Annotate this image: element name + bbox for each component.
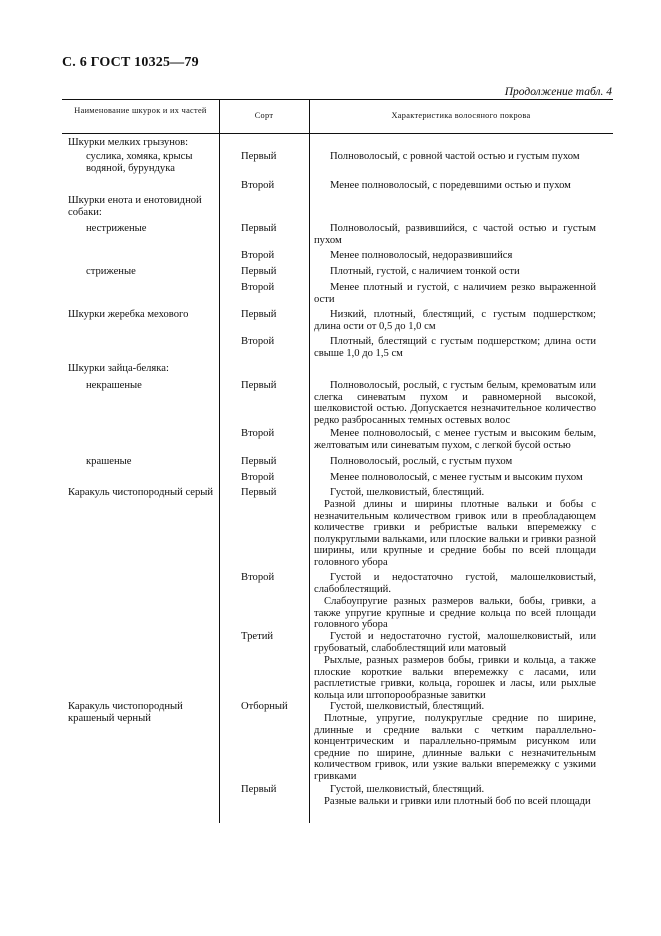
grade-cell: Второй (241, 428, 275, 439)
grade-cell: Второй (241, 336, 275, 347)
grade-cell: Второй (241, 282, 275, 293)
grade-cell: Первый (241, 380, 277, 391)
characteristic-cell: Менее полноволосый, недоразвившийся (330, 250, 513, 261)
grade-cell: Первый (241, 456, 277, 467)
grade-cell: Первый (241, 266, 277, 277)
pelt-name: суслика, хомяка, крысы водяной, бурундука (86, 151, 193, 174)
grade-cell: Первый (241, 487, 277, 498)
grade-cell: Первый (241, 309, 277, 320)
characteristic-cell: Менее полноволосый, с поредевшими остью и пухом (330, 180, 571, 191)
pelt-name: Шкурки мелких грызунов: (68, 137, 189, 148)
characteristic-cell: Слабоупругие разных размеров вальки, бобы, гривки, а также упругие крупные и средние кольца по всей площади головного убора (314, 596, 596, 631)
grade-cell: Второй (241, 250, 275, 261)
grade-cell: Первый (241, 151, 277, 162)
characteristic-cell: Полноволосый, рослый, с густым пухом (330, 456, 513, 467)
characteristic-cell: Густой, шелковистый, блестящий. (330, 487, 485, 498)
characteristic-cell: Полноволосый, развившийся, с частой остью и густым пухом (314, 223, 596, 246)
grade-cell: Первый (241, 223, 277, 234)
table-header-rule (62, 133, 613, 134)
characteristic-cell: Рыхлые, разных размеров бобы, гривки и кольца, а также плоские короткие вальки вперемежку с ласами, или расплетистые гривки, кольца, горошек и ласы, или рыхлые кольца или штопорообразные завитки (314, 655, 596, 701)
grade-cell: Первый (241, 784, 277, 795)
characteristic-cell: Густой и недостаточно густой, малошелковистый, слабоблестящий. (314, 572, 596, 595)
table-top-rule (62, 99, 613, 100)
pelt-name: нестриженые (86, 223, 147, 234)
pelt-name: Каракуль чистопородный серый (68, 487, 214, 498)
grade-cell: Второй (241, 572, 275, 583)
pelt-name: Каракуль чистопородный крашеный черный (68, 701, 183, 724)
grade-cell: Второй (241, 472, 275, 483)
characteristic-cell: Полноволосый, рослый, с густым белым, кремоватым или слегка синеватым пухом и равномерной высокой, шелковистой остью. Допускается незначительное количество редко разбросанных темных остевых волос (314, 380, 596, 426)
header-characteristic: Характеристика волосяного покрова (391, 111, 531, 120)
pelt-name: крашеные (86, 456, 132, 467)
characteristic-cell: Плотные, упругие, полукруглые средние по ширине, длинные и средние вальки с четким параллельно-концентрическим и параллельно-прямым рисунком или средние по ширине, длинные вальки с незначительным количеством гривок, или узкие вальки вперемежку с узкими гривками (314, 713, 596, 782)
pelt-name: Шкурки енота и енотовидной собаки: (68, 195, 202, 218)
pelt-name: некрашеные (86, 380, 142, 391)
characteristic-cell: Разной длины и ширины плотные вальки и бобы с незначительным количеством гривок или в преобладающем количестве гривки и ребристые вальки вперемежку с полукруглыми вальками, или плоские вальки и гривки разной ширины, или крупные и средние бобы по всей площади головного убора (314, 499, 596, 568)
header-name: Наименование шкурок и их частей (74, 106, 207, 115)
characteristic-cell: Плотный, блестящий с густым подшерстком; длина ости свыше 1,0 до 1,5 см (314, 336, 596, 359)
characteristic-cell: Низкий, плотный, блестящий, с густым подшерстком; длина ости от 0,5 до 1,0 см (314, 309, 596, 332)
grade-cell: Второй (241, 180, 275, 191)
characteristic-cell: Густой, шелковистый, блестящий. (330, 701, 485, 712)
grade-cell: Отборный (241, 701, 288, 712)
characteristic-cell: Полноволосый, с ровной частой остью и густым пухом (330, 151, 580, 162)
characteristic-cell: Менее полноволосый, с менее густым и высоким белым, желтоватым или синеватым пухом, с легкой бусой остью (314, 428, 596, 451)
column-divider-1 (219, 99, 220, 823)
pelt-name: Шкурки зайца-беляка: (68, 363, 169, 374)
characteristic-cell: Менее полноволосый, с менее густым и высоким пухом (330, 472, 583, 483)
characteristic-cell: Густой и недостаточно густой, малошелковистый, или грубоватый, слабоблестящий или матовый (314, 631, 596, 654)
page-header: С. 6 ГОСТ 10325—79 (62, 55, 199, 70)
pelt-name: стриженые (86, 266, 136, 277)
characteristic-cell: Разные вальки и гривки или плотный боб по всей площади (324, 796, 591, 807)
characteristic-cell: Менее плотный и густой, с наличием резко выраженной ости (314, 282, 596, 305)
header-grade: Сорт (254, 111, 274, 120)
pelt-name: Шкурки жеребка мехового (68, 309, 189, 320)
grade-cell: Третий (241, 631, 274, 642)
characteristic-cell: Плотный, густой, с наличием тонкой ости (330, 266, 520, 277)
column-divider-2 (309, 99, 310, 823)
table-continuation-label: Продолжение табл. 4 (504, 86, 612, 98)
characteristic-cell: Густой, шелковистый, блестящий. (330, 784, 485, 795)
